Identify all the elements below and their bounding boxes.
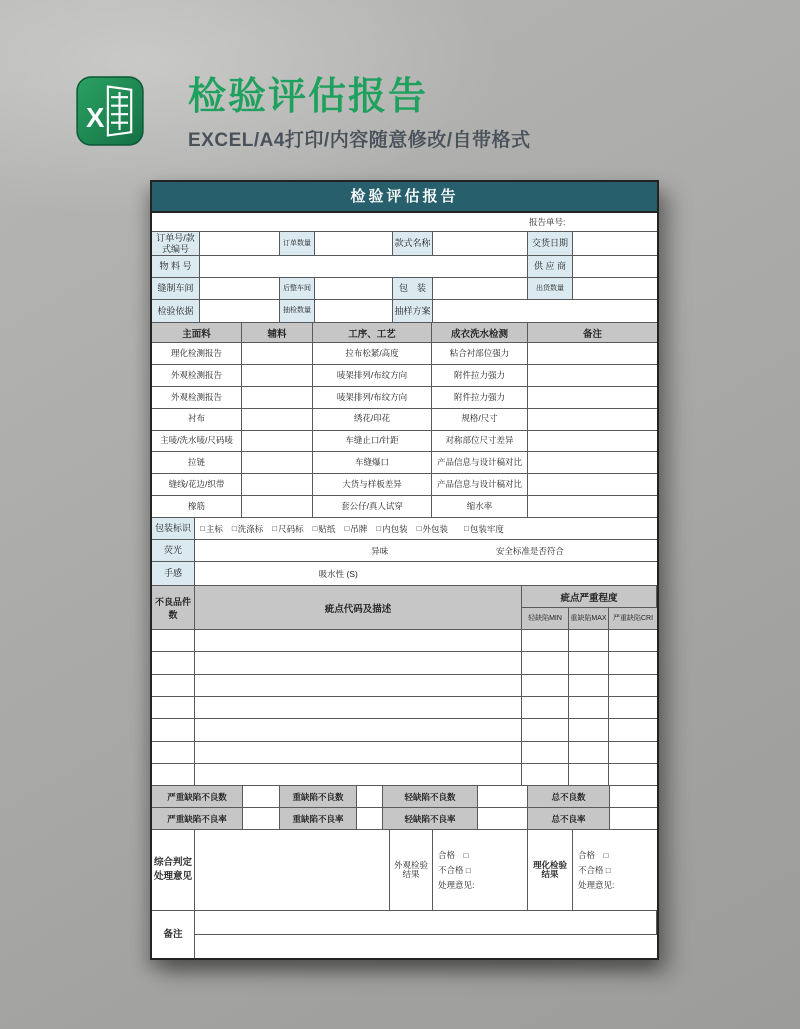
hand-feel-input[interactable] (195, 562, 657, 586)
defect-cell-input[interactable] (569, 630, 609, 652)
fluorescence-input[interactable] (195, 540, 657, 562)
sample-qty-label: 抽检数量 (280, 300, 315, 323)
packing-option-label: 外包装 (422, 523, 449, 534)
summary-value-input[interactable] (610, 786, 657, 808)
packing-option[interactable] (313, 523, 336, 535)
sample-plan-label: 抽样方案 (393, 300, 433, 323)
defect-cell-input[interactable] (152, 742, 195, 764)
fluorescence-label: 荧光 (152, 540, 195, 562)
material-no-label: 物 料 号 (152, 256, 200, 278)
table-cell: 外观检测报告 (152, 365, 242, 387)
table-cell: 拉布松紧/高度 (313, 343, 432, 365)
style-name-input[interactable] (433, 232, 528, 256)
defect-cell-input[interactable] (569, 719, 609, 741)
packing-marks-row (152, 518, 657, 540)
table-cell: 唛架排列/布纹方向 (313, 387, 432, 409)
summary-section (152, 786, 657, 830)
sewing-workshop-input[interactable] (200, 278, 280, 300)
physchem-opinion-label: 处理意见: (578, 879, 615, 890)
remark-input-line2[interactable] (195, 935, 657, 959)
report-no-row (152, 213, 657, 232)
col-header-remark: 备注 (528, 323, 657, 343)
table-cell: 拉链 (152, 452, 242, 474)
packing-option[interactable] (376, 523, 407, 535)
page-title: 检验评估报告 (188, 76, 429, 118)
checkbox-icon[interactable]: □ (272, 524, 278, 534)
defect-cell-input[interactable] (195, 742, 522, 764)
table-cell: 产品信息与设计稿对比 (432, 452, 528, 474)
summary-value-input[interactable] (357, 808, 383, 830)
checkbox-icon[interactable]: □ (463, 851, 469, 861)
defect-cell-input[interactable] (152, 764, 195, 786)
material-no-input[interactable] (200, 256, 528, 278)
page-subtitle: EXCEL/A4打印/内容随意修改/自带格式 (188, 129, 531, 151)
defect-cell-input[interactable] (195, 719, 522, 741)
summary-label: 总不良数 (528, 786, 610, 808)
packing-option[interactable] (464, 523, 504, 535)
summary-label: 总不良率 (528, 808, 610, 830)
fluorescence-row (152, 540, 657, 562)
table-cell-input[interactable] (242, 387, 313, 409)
checkbox-icon[interactable]: □ (416, 524, 422, 534)
summary-label: 轻缺陷不良数 (383, 786, 478, 808)
report-sheet (150, 180, 659, 960)
summary-label: 严重缺陷不良数 (152, 786, 243, 808)
fail-label: 不合格 (438, 864, 464, 875)
defect-cell-input[interactable] (609, 675, 657, 697)
sample-plan-input[interactable] (433, 300, 657, 323)
judgement-row (152, 830, 657, 911)
pass-label: 合格 (438, 850, 456, 861)
defect-cell-input[interactable] (569, 742, 609, 764)
sample-qty-input[interactable] (315, 300, 393, 323)
physchem-result-label: 理化检验结果 (528, 830, 573, 911)
table-cell: 外观检测报告 (152, 387, 242, 409)
packing-option-label: 内包装 (382, 523, 408, 534)
summary-label: 重缺陷不良数 (280, 786, 357, 808)
packing-option-label: 洗涤标 (237, 523, 264, 534)
summary-value-input[interactable] (478, 808, 528, 830)
defect-cell-input[interactable] (609, 764, 657, 786)
table-cell-input[interactable] (242, 431, 313, 453)
defect-cell-input[interactable] (522, 630, 569, 652)
checkbox-icon[interactable]: □ (464, 524, 469, 534)
appearance-result-box (433, 830, 528, 911)
defect-cell-input[interactable] (195, 764, 522, 786)
info-row-workshop (152, 278, 657, 300)
info-row-basis (152, 300, 657, 323)
table-cell: 对称部位尺寸差异 (432, 431, 528, 453)
checkbox-icon[interactable]: □ (465, 865, 471, 875)
packing-option[interactable] (417, 523, 448, 535)
checkbox-icon[interactable]: □ (605, 865, 611, 875)
packing-option-label: 主标 (205, 523, 223, 534)
defect-cell-input[interactable] (609, 719, 657, 741)
ship-qty-input[interactable] (573, 278, 657, 300)
col-header-process: 工序、工艺 (313, 323, 432, 343)
table-cell: 理化检测报告 (152, 343, 242, 365)
defect-cell-input[interactable] (569, 764, 609, 786)
table-cell-input[interactable] (528, 365, 657, 387)
table-row (152, 387, 657, 409)
table-cell: 套公仔/真人试穿 (313, 496, 432, 518)
appearance-opinion-label: 处理意见: (438, 879, 475, 890)
table-cell: 规格/尺寸 (432, 409, 528, 431)
defect-cell-input[interactable] (609, 630, 657, 652)
packing-label: 包 装 (393, 278, 433, 300)
brand-header (76, 76, 530, 152)
form-title: 检验评估报告 (152, 182, 657, 213)
style-name-label: 款式名称 (393, 232, 433, 256)
info-row-order (152, 232, 657, 256)
packing-option-label: 包装牢度 (469, 523, 504, 534)
judgement-label: 综合判定处理意见 (152, 830, 195, 911)
order-qty-input[interactable] (315, 232, 393, 256)
defect-table-body (152, 630, 657, 786)
summary-label: 轻缺陷不良率 (383, 808, 478, 830)
main-table-body (152, 343, 657, 518)
defect-cell-input[interactable] (152, 630, 195, 652)
packing-options (195, 518, 657, 540)
summary-value-input[interactable] (243, 786, 280, 808)
table-cell-input[interactable] (528, 343, 657, 365)
defect-cell-input[interactable] (152, 652, 195, 674)
table-cell: 车缝止口/针距 (313, 431, 432, 453)
table-cell: 衬布 (152, 409, 242, 431)
defect-cell-input[interactable] (152, 675, 195, 697)
defect-cell-input[interactable] (569, 697, 609, 719)
table-row (152, 431, 657, 453)
defect-cell-input[interactable] (522, 742, 569, 764)
defect-cell-input[interactable] (609, 697, 657, 719)
appearance-pass-option[interactable] (438, 848, 468, 863)
physchem-fail-option[interactable] (578, 863, 611, 878)
report-no-label: 报告单号: (529, 217, 566, 227)
summary-value-input[interactable] (610, 808, 657, 830)
physchem-pass-option[interactable] (578, 848, 608, 863)
packing-option-label: 吊牌 (350, 523, 368, 534)
remark-input-line1[interactable] (195, 911, 657, 935)
packing-option[interactable] (272, 523, 303, 535)
packing-marks-label: 包装标识 (152, 518, 195, 540)
table-cell-input[interactable] (242, 474, 313, 496)
defect-row (152, 764, 657, 786)
defect-cell-input[interactable] (152, 719, 195, 741)
defect-cell-input[interactable] (195, 697, 522, 719)
sewing-workshop-label: 缝制车间 (152, 278, 200, 300)
table-cell-input[interactable] (242, 365, 313, 387)
table-cell-input[interactable] (528, 431, 657, 453)
packing-option-label: 尺码标 (278, 523, 304, 534)
defect-desc-label: 疵点代码及描述 (195, 586, 522, 630)
odor-label: 异味 (371, 545, 389, 556)
checkbox-icon[interactable]: □ (312, 524, 318, 534)
defect-cell-input[interactable] (195, 630, 522, 652)
inspection-basis-label: 检验依据 (152, 300, 200, 323)
delivery-date-input[interactable] (573, 232, 657, 256)
table-row (152, 496, 657, 518)
summary-label: 重缺陷不良率 (280, 808, 357, 830)
major-defect-col-label: 重缺陷MAX (569, 608, 609, 630)
defect-row (152, 719, 657, 741)
supplier-label: 供 应 商 (528, 256, 573, 278)
packing-option[interactable] (232, 523, 263, 535)
table-cell-input[interactable] (528, 409, 657, 431)
table-row (152, 452, 657, 474)
table-cell: 附件拉力强力 (432, 365, 528, 387)
order-qty-label: 订单数量 (280, 232, 315, 256)
ship-qty-label: 出货数量 (528, 278, 573, 300)
table-cell-input[interactable] (242, 409, 313, 431)
remark-row (152, 911, 657, 958)
defect-cell-input[interactable] (152, 697, 195, 719)
appearance-result-label: 外观检验结果 (390, 830, 433, 911)
physchem-result-box (573, 830, 657, 911)
excel-logo-icon (76, 76, 144, 146)
defect-cell-input[interactable] (195, 652, 522, 674)
col-header-main-fabric: 主面料 (152, 323, 242, 343)
safety-standard-label: 安全标准是否符合 (495, 545, 564, 556)
finishing-workshop-label: 后整车间 (280, 278, 315, 300)
table-cell-input[interactable] (528, 474, 657, 496)
summary-value-input[interactable] (478, 786, 528, 808)
table-cell: 粘合衬部位强力 (432, 343, 528, 365)
defect-row (152, 697, 657, 719)
defect-row (152, 652, 657, 674)
table-cell: 缝线/花边/织带 (152, 474, 242, 496)
delivery-date-label: 交货日期 (528, 232, 573, 256)
table-cell: 缩水率 (432, 496, 528, 518)
table-row (152, 365, 657, 387)
defect-table-header (152, 586, 657, 630)
absorbency-label: 吸水性 (S) (318, 568, 358, 579)
packing-input[interactable] (433, 278, 528, 300)
defect-cell-input[interactable] (522, 675, 569, 697)
fail-label: 不合格 (578, 864, 604, 875)
packing-option[interactable] (344, 523, 367, 535)
col-header-accessories: 辅料 (242, 323, 313, 343)
defect-cell-input[interactable] (609, 742, 657, 764)
table-cell-input[interactable] (528, 387, 657, 409)
logo-letter: X (85, 101, 105, 133)
finishing-workshop-input[interactable] (315, 278, 393, 300)
checkbox-icon[interactable]: □ (344, 524, 350, 534)
defect-row (152, 630, 657, 652)
table-cell: 唛架排列/布纹方向 (313, 365, 432, 387)
table-cell: 产品信息与设计稿对比 (432, 474, 528, 496)
appearance-fail-option[interactable] (438, 863, 471, 878)
table-cell-input[interactable] (242, 343, 313, 365)
defect-row (152, 675, 657, 697)
defect-cell-input[interactable] (522, 719, 569, 741)
defect-cell-input[interactable] (569, 675, 609, 697)
checkbox-icon[interactable]: □ (376, 524, 382, 534)
table-cell: 附件拉力强力 (432, 387, 528, 409)
summary-row (152, 808, 657, 830)
summary-value-input[interactable] (243, 808, 280, 830)
table-cell: 绣花/印花 (313, 409, 432, 431)
hand-feel-label: 手感 (152, 562, 195, 586)
defect-cell-input[interactable] (522, 764, 569, 786)
table-cell-input[interactable] (528, 496, 657, 518)
pass-label: 合格 (578, 850, 596, 861)
critical-defect-col-label: 严重缺陷CRI (609, 608, 657, 630)
summary-value-input[interactable] (357, 786, 383, 808)
order-no-input[interactable] (200, 232, 280, 256)
minor-defect-col-label: 轻缺陷MIN (522, 608, 569, 630)
defect-cell-input[interactable] (195, 675, 522, 697)
table-cell: 橡筋 (152, 496, 242, 518)
main-table-header (152, 323, 657, 343)
defect-severity-label: 疵点严重程度 (522, 586, 657, 608)
defect-cell-input[interactable] (522, 652, 569, 674)
defect-count-label: 不良品件数 (152, 586, 195, 630)
checkbox-icon[interactable]: □ (200, 524, 205, 534)
table-cell: 车缝爆口 (313, 452, 432, 474)
table-row (152, 343, 657, 365)
table-cell-input[interactable] (242, 496, 313, 518)
defect-cell-input[interactable] (569, 652, 609, 674)
table-cell: 主唛/洗水唛/尺码唛 (152, 431, 242, 453)
table-row (152, 409, 657, 431)
checkbox-icon[interactable]: □ (231, 524, 237, 534)
summary-row (152, 786, 657, 808)
packing-option[interactable] (200, 523, 223, 535)
table-cell: 大货与样板差异 (313, 474, 432, 496)
judgement-input[interactable] (195, 830, 390, 911)
packing-option-label: 贴纸 (318, 523, 336, 534)
table-cell-input[interactable] (528, 452, 657, 474)
table-row (152, 474, 657, 496)
col-header-wash-test: 成衣洗水检测 (432, 323, 528, 343)
inspection-basis-input[interactable] (200, 300, 280, 323)
summary-label: 严重缺陷不良率 (152, 808, 243, 830)
hand-feel-row (152, 562, 657, 586)
order-no-label: 订单号/款式编号 (152, 232, 200, 256)
supplier-input[interactable] (573, 256, 657, 278)
table-cell-input[interactable] (242, 452, 313, 474)
checkbox-icon[interactable]: □ (603, 851, 609, 861)
defect-row (152, 742, 657, 764)
remark-label: 备注 (152, 911, 195, 958)
info-row-material (152, 256, 657, 278)
defect-cell-input[interactable] (522, 697, 569, 719)
defect-cell-input[interactable] (609, 652, 657, 674)
